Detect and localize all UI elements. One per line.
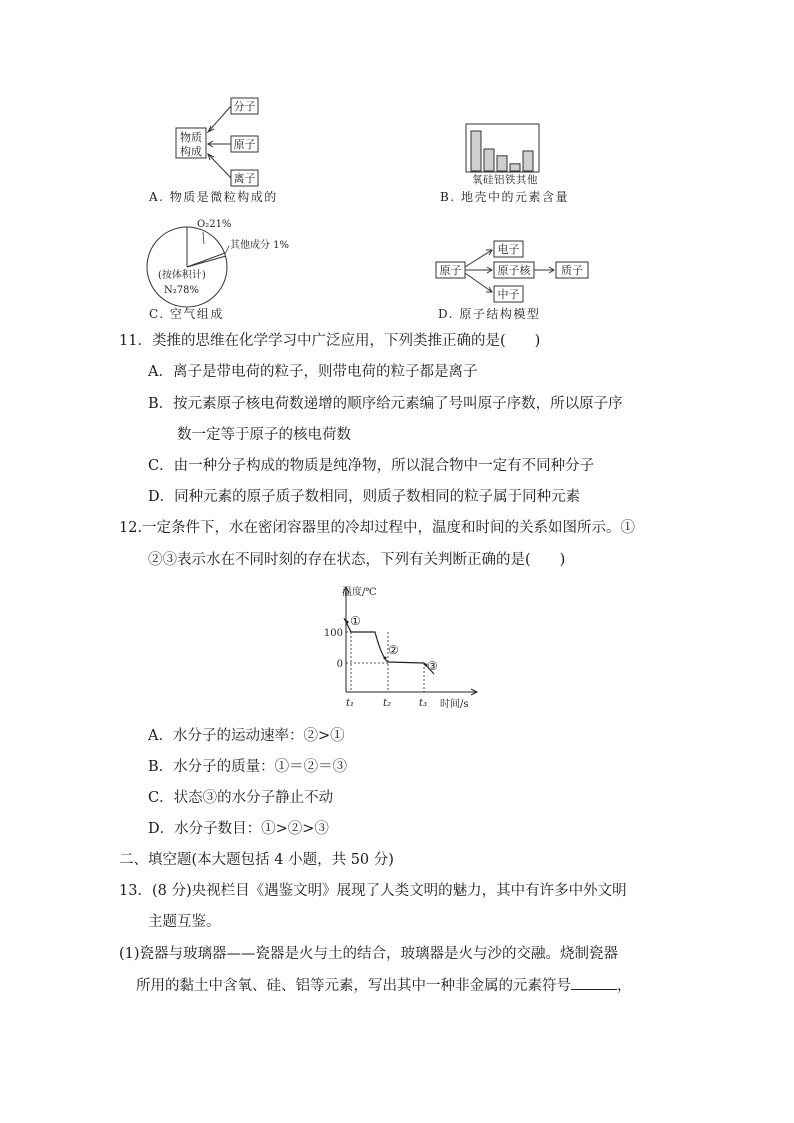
cooling-curve-graph (323, 578, 480, 713)
q13-sub1-line2 (136, 975, 632, 996)
figure-b-crust-elements (466, 124, 539, 186)
crust-bars (471, 131, 533, 171)
section-2-heading: 二、填空题(本大题包括 4 小题，共 50 分) (119, 852, 394, 868)
q11-option-b-line1: B．按元素原子核电荷数递增的顺序给元素编了号叫原子序数，所以原子序 (148, 396, 623, 412)
by-volume-label: (按体积计) (158, 270, 206, 281)
q12-stem-line2: ②③表示水在不同时刻的存在状态，下列有关判断正确的是( ) (148, 552, 566, 568)
molecule-box-label: 分子 (233, 100, 256, 113)
state-3-marker: ③ (427, 659, 438, 673)
q11-option-d: D．同种元素的原子质子数相同，则质子数相同的粒子属于同种元素 (148, 489, 581, 505)
matter-label-line2: 构成 (180, 145, 202, 158)
figure-a-matter-composition (176, 98, 258, 186)
matter-label-line1: 物质 (180, 131, 202, 144)
state-2-marker: ② (388, 643, 399, 657)
q11-stem: 11．类推的思维在化学学习中广泛应用，下列类推正确的是( ) (119, 333, 541, 349)
q13-sub1-tail: ， (617, 978, 632, 994)
figure-d-caption: D. 原子结构模型 (438, 307, 541, 321)
q13-sub1-line1: (1)瓷器与玻璃器——瓷器是火与土的结合，玻璃器是火与沙的交融。烧制瓷器 (119, 946, 619, 962)
y-axis-label: 温度/℃ (342, 587, 377, 598)
y-tick-100: 100 (323, 628, 343, 639)
q12-option-c: C．状态③的水分子静止不动 (148, 790, 334, 806)
neutron-node: 中子 (497, 288, 520, 301)
q12-option-d: D．水分子数目：①>②>③ (148, 821, 329, 837)
figure-b-caption: B. 地壳中的元素含量 (440, 190, 569, 204)
q12-option-b: B．水分子的质量：①＝②＝③ (148, 759, 348, 775)
q12-option-a: A．水分子的运动速率：②>① (148, 728, 345, 744)
crust-bar-iron (510, 164, 520, 171)
nucleus-node: 原子核 (497, 264, 531, 277)
t3-tick: t₃ (419, 698, 428, 709)
q13-stem-line1: 13．(8 分)央视栏目《遇鉴文明》展现了人类文明的魅力，其中有许多中外文明 (119, 883, 627, 899)
q12-stem-line1: 12.一定条件下，水在密闭容器里的冷却过程中，温度和时间的关系如图所示。① (119, 520, 636, 536)
electron-node: 电子 (497, 243, 520, 256)
q13-stem-line2: 主题互鉴。 (148, 914, 221, 930)
atom-box-label: 原子 (233, 138, 256, 151)
q11-option-a: A．离子是带电荷的粒子，则带电荷的粒子都是离子 (148, 364, 478, 380)
n2-label: N₂78% (164, 285, 199, 296)
other-components-label: 其他成分 1% (230, 240, 290, 251)
crust-bar-other (523, 151, 533, 171)
proton-node: 质子 (561, 264, 583, 277)
crust-bar-oxygen (471, 131, 481, 171)
figures-panel (0, 0, 794, 330)
t1-tick: t₁ (346, 698, 355, 709)
q11-option-c: C．由一种分子构成的物质是纯净物，所以混合物中一定有不同种分子 (148, 458, 595, 474)
figure-c-air-composition (147, 219, 289, 307)
ion-box-label: 离子 (233, 172, 256, 185)
x-axis-label: 时间/s (440, 699, 469, 710)
q13-sub1-text: 所用的黏土中含氧、硅、铝等元素，写出其中一种非金属的元素符号 (136, 978, 571, 994)
figure-a-caption: A. 物质是微粒构成的 (149, 190, 278, 204)
answer-blank[interactable] (571, 975, 617, 990)
figure-c-caption: C. 空气组成 (149, 307, 224, 321)
y-tick-0: 0 (336, 659, 343, 670)
figure-d-atom-model (436, 241, 588, 302)
crust-bar-silicon (484, 149, 494, 171)
atom-node: 原子 (439, 264, 462, 277)
crust-axis-labels: 氧硅铝铁其他 (472, 174, 538, 186)
state-1-marker: ① (350, 614, 361, 628)
crust-bar-aluminum (497, 156, 507, 171)
t2-tick: t₂ (383, 698, 392, 709)
o2-label: O₂21% (197, 219, 232, 230)
q11-option-b-line2: 数一定等于原子的核电荷数 (177, 427, 351, 443)
